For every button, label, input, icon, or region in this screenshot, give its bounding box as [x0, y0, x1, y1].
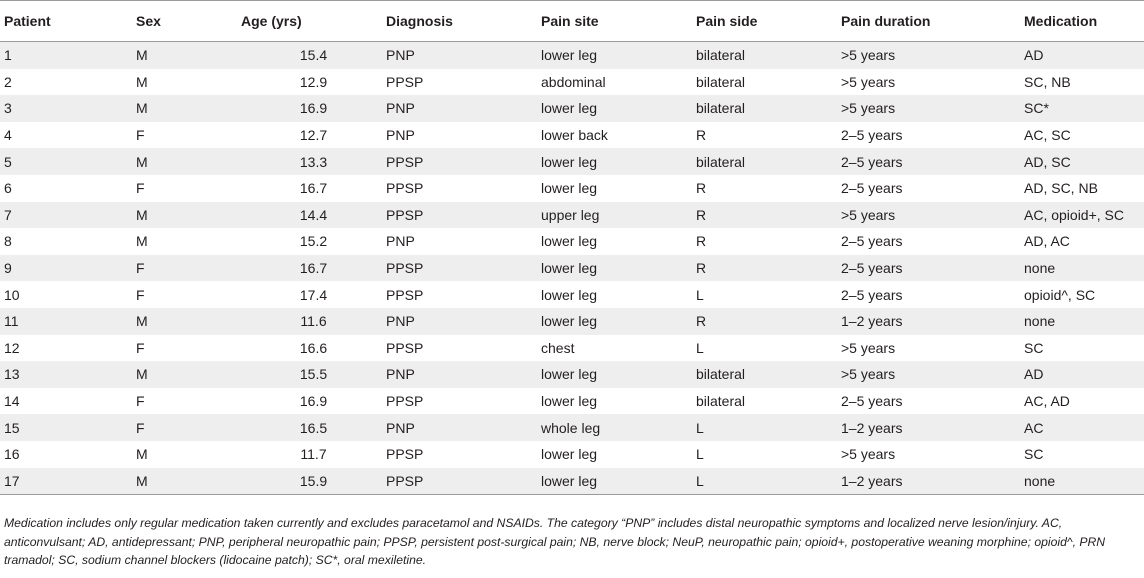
sex-cell: F: [136, 127, 145, 144]
patient-cell: 12: [4, 339, 20, 356]
pain-side-cell: L: [696, 286, 704, 303]
patient-cell: 3: [0, 95, 136, 122]
medication-cell: opioid^, SC: [1024, 286, 1096, 303]
table-row: [0, 414, 1144, 441]
pain-side-cell: L: [696, 446, 704, 463]
table-body: [0, 42, 1144, 495]
pain-side-cell: L: [696, 339, 704, 356]
diagnosis-cell: PNP: [386, 95, 541, 122]
sex-cell: M: [136, 73, 148, 90]
diagnosis-cell: PPSP: [386, 339, 424, 356]
diagnosis-cell: PPSP: [386, 446, 424, 463]
table-row: [0, 148, 1144, 175]
pain-duration-cell: 2–5 years: [841, 255, 1024, 282]
diagnosis-cell: PNP: [386, 361, 541, 388]
pain-site-cell: upper leg: [541, 202, 696, 229]
medication-cell: AC, SC: [1024, 127, 1071, 144]
pain-site-cell: lower leg: [541, 468, 696, 495]
pain-duration-cell: >5 years: [841, 95, 1024, 122]
patient-cell: 4: [4, 127, 12, 144]
col-header-pain-duration: Pain duration: [841, 1, 1024, 42]
pain-duration-cell: >5 years: [841, 446, 896, 463]
diagnosis-cell: PNP: [386, 127, 415, 144]
sex-cell: M: [136, 308, 241, 335]
medication-cell: AD: [1024, 361, 1144, 388]
pain-site-cell: lower leg: [541, 361, 696, 388]
pain-site-cell: chest: [541, 339, 575, 356]
pain-site-cell: lower leg: [541, 286, 598, 303]
sex-cell: M: [136, 148, 241, 175]
pain-duration-cell: >5 years: [841, 42, 1024, 69]
patient-cell: 6: [4, 180, 12, 197]
patient-cell: 10: [4, 286, 20, 303]
sex-cell: F: [136, 339, 145, 356]
table-row: [0, 281, 1144, 308]
medication-cell: none: [1024, 468, 1144, 495]
medication-cell: AC, AD: [1024, 393, 1070, 410]
sex-cell: M: [136, 468, 241, 495]
patient-cell: 7: [0, 202, 136, 229]
table-footnote: Medication includes only regular medication taken currently and excludes paracetamol and NSAIDs. The category “PNP” includes distal neuropathic symptoms and localized nerve lesion/injury. AC, anticonvulsant; AD, antidepressant; PNP, peripheral neuropathic pain; PPSP, persistent post-surgical pain; NB, nerve block; NeuP, neuropathic pain; opioid+, postoperative weaning morphine; opioid^, PRN tramadol; SC, sodium channel blockers (lidocaine patch); SC*, oral mexiletine.: [4, 516, 1106, 567]
pain-duration-cell: >5 years: [841, 361, 1024, 388]
table-row: [0, 335, 1144, 362]
patient-cell: 11: [0, 308, 136, 335]
pain-duration-cell: 1–2 years: [841, 308, 1024, 335]
sex-cell: F: [136, 414, 241, 441]
pain-side-cell: bilateral: [696, 73, 746, 90]
pain-side-cell: L: [696, 414, 841, 441]
age-cell: 15.2: [299, 233, 328, 250]
pain-duration-cell: 1–2 years: [841, 468, 1024, 495]
pain-site-cell: lower leg: [541, 255, 696, 282]
diagnosis-cell: PNP: [386, 233, 415, 250]
age-cell: 13.3: [241, 148, 386, 175]
diagnosis-cell: PPSP: [386, 148, 541, 175]
age-cell: 15.5: [241, 361, 386, 388]
pain-side-cell: bilateral: [696, 393, 746, 410]
pain-duration-cell: 2–5 years: [841, 393, 903, 410]
pain-side-cell: R: [696, 233, 707, 250]
age-cell: 16.6: [299, 339, 328, 356]
medication-cell: SC: [1024, 339, 1044, 356]
medication-cell: SC, NB: [1024, 73, 1071, 90]
patient-cell: 15: [0, 414, 136, 441]
age-cell: 11.6: [241, 308, 386, 335]
diagnosis-cell: PNP: [386, 414, 541, 441]
diagnosis-cell: PPSP: [386, 73, 424, 90]
age-cell: 16.7: [299, 180, 328, 197]
table-header: [0, 1, 1144, 42]
age-cell: 12.7: [299, 127, 328, 144]
pain-site-cell: lower leg: [541, 42, 696, 69]
pain-site-cell: lower back: [541, 127, 608, 144]
age-cell: 15.9: [241, 468, 386, 495]
sex-cell: M: [136, 95, 241, 122]
pain-side-cell: R: [696, 308, 841, 335]
patient-cell: 2: [4, 73, 12, 90]
diagnosis-cell: PPSP: [386, 202, 541, 229]
table-row: [0, 441, 1144, 468]
table-row: [0, 175, 1144, 202]
age-cell: 16.5: [241, 414, 386, 441]
sex-cell: M: [136, 202, 241, 229]
patient-cell: 16: [4, 446, 20, 463]
age-cell: 12.9: [299, 73, 328, 90]
medication-cell: AD: [1024, 42, 1144, 69]
pain-duration-cell: >5 years: [841, 73, 896, 90]
medication-cell: none: [1024, 255, 1144, 282]
table-row: [0, 122, 1144, 149]
col-header-pain-site: Pain site: [541, 1, 696, 42]
pain-side-cell: bilateral: [696, 42, 841, 69]
age-cell: 16.7: [241, 255, 386, 282]
pain-side-cell: R: [696, 202, 841, 229]
age-cell: 16.9: [241, 95, 386, 122]
pain-site-cell: lower leg: [541, 308, 696, 335]
diagnosis-cell: PPSP: [386, 180, 424, 197]
col-header-patient: Patient: [0, 1, 136, 42]
table-row: [0, 308, 1144, 335]
table-row: [0, 69, 1144, 96]
pain-duration-cell: 2–5 years: [841, 148, 1024, 175]
diagnosis-cell: PPSP: [386, 468, 541, 495]
col-header-age: Age (yrs): [241, 1, 386, 42]
pain-duration-cell: 1–2 years: [841, 414, 1024, 441]
pain-side-cell: L: [696, 468, 841, 495]
diagnosis-cell: PNP: [386, 308, 541, 335]
pain-side-cell: bilateral: [696, 361, 841, 388]
sex-cell: M: [136, 446, 148, 463]
pain-site-cell: lower leg: [541, 446, 598, 463]
medication-cell: none: [1024, 308, 1144, 335]
medication-cell: SC*: [1024, 95, 1144, 122]
pain-side-cell: R: [696, 180, 707, 197]
pain-duration-cell: 2–5 years: [841, 233, 903, 250]
sex-cell: F: [136, 180, 145, 197]
patient-cell: 8: [4, 233, 12, 250]
pain-side-cell: bilateral: [696, 95, 841, 122]
pain-site-cell: lower leg: [541, 95, 696, 122]
pain-duration-cell: 2–5 years: [841, 180, 903, 197]
diagnosis-cell: PPSP: [386, 255, 541, 282]
col-header-diagnosis: Diagnosis: [386, 1, 541, 42]
pain-site-cell: whole leg: [541, 414, 696, 441]
sex-cell: M: [136, 233, 148, 250]
pain-duration-cell: 2–5 years: [841, 286, 903, 303]
age-cell: 11.7: [300, 446, 327, 463]
header-row: [0, 1, 1144, 42]
medication-cell: SC: [1024, 446, 1044, 463]
patient-cell: 13: [0, 361, 136, 388]
sex-cell: F: [136, 255, 241, 282]
sex-cell: M: [136, 361, 241, 388]
table-row: [0, 95, 1144, 122]
pain-site-cell: lower leg: [541, 180, 598, 197]
pain-side-cell: bilateral: [696, 148, 841, 175]
sex-cell: F: [136, 286, 145, 303]
col-header-sex: Sex: [136, 1, 241, 42]
age-cell: 17.4: [299, 286, 328, 303]
pain-site-cell: lower leg: [541, 148, 696, 175]
medication-cell: AD, SC, NB: [1024, 180, 1098, 197]
pain-side-cell: R: [696, 127, 707, 144]
table-row: [0, 361, 1144, 388]
table-row: [0, 255, 1144, 282]
pain-site-cell: abdominal: [541, 73, 606, 90]
table-row: [0, 468, 1144, 495]
patient-cell: 1: [0, 42, 136, 69]
diagnosis-cell: PPSP: [386, 393, 424, 410]
col-header-pain-side: Pain side: [696, 1, 841, 42]
patient-cell: 14: [4, 393, 20, 410]
pain-duration-cell: >5 years: [841, 339, 896, 356]
pain-duration-cell: 2–5 years: [841, 127, 903, 144]
pain-side-cell: R: [696, 255, 841, 282]
medication-cell: AC: [1024, 414, 1144, 441]
sex-cell: M: [136, 42, 241, 69]
table-row: [0, 202, 1144, 229]
pain-site-cell: lower leg: [541, 233, 598, 250]
pain-duration-cell: >5 years: [841, 202, 1024, 229]
age-cell: 14.4: [241, 202, 386, 229]
table-row: [0, 388, 1144, 415]
patient-cell: 5: [0, 148, 136, 175]
table-row: [0, 228, 1144, 255]
diagnosis-cell: PNP: [386, 42, 541, 69]
table-row: [0, 42, 1144, 69]
pain-site-cell: lower leg: [541, 393, 598, 410]
medication-cell: AC, opioid+, SC: [1024, 202, 1144, 229]
age-cell: 16.9: [299, 393, 328, 410]
diagnosis-cell: PPSP: [386, 286, 424, 303]
age-cell: 15.4: [241, 42, 386, 69]
medication-cell: AD, SC: [1024, 148, 1144, 175]
patient-cell: 9: [0, 255, 136, 282]
patient-cell: 17: [0, 468, 136, 495]
medication-cell: AD, AC: [1024, 233, 1070, 250]
sex-cell: F: [136, 393, 145, 410]
col-header-medication: Medication: [1024, 1, 1144, 42]
